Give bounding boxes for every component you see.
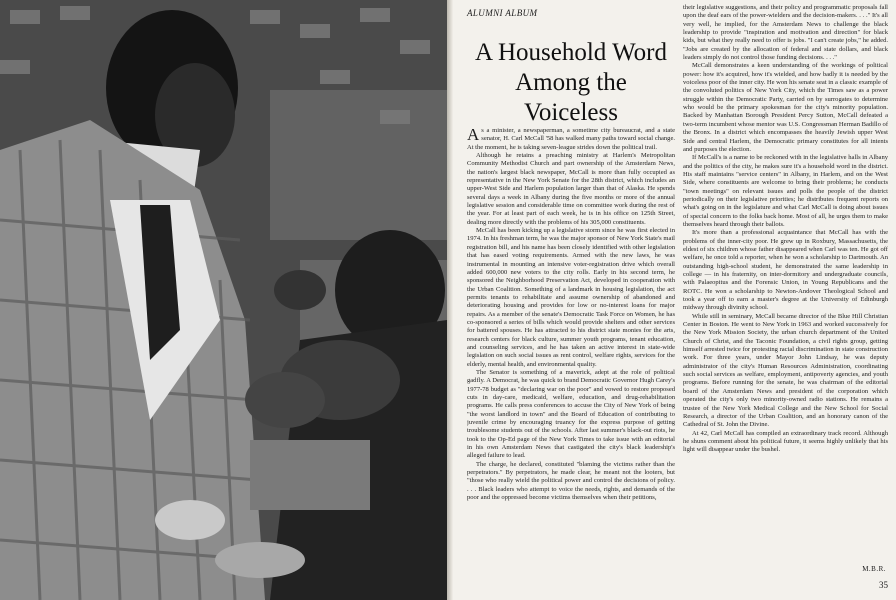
article-column-2 [683, 4, 888, 589]
author-signature: M.B.R. [862, 565, 886, 573]
headline [467, 38, 675, 128]
paragraph: It's more than a professional acquaintance that McCall has with the problems of the inner-city poor. He grew up in Roxbury, Massachusetts, the eldest of six children whose father disappeared when Carl was ten. He got off welfare, he once told a reporter, when he won a scholarship to Dartmouth. An outstanding high-school student, he demonstrated the same leadership in college — in his fraternity, on inter-dormitory and undergraduate councils, with Palaeopitus and the Forensic Union, in Young Republicans and the ROTC. He won a scholarship to Newton-Andover Theological School and took a year off to earn a master's degree at the University of Edinburgh midway through divinity school. [683, 229, 888, 312]
article-column-1 [467, 127, 675, 597]
paragraph: McCall has been kicking up a legislative storm since he was first elected in 1974. In his freshman term, he was the major sponsor of New York State's mail registration bill, and his name has been closely identified with other legislation that has eased voting requirements. Armed with the new laws, he was instrumental in mounting an intensive voter-registration drive which overall added 600,000 new voters to the city rolls. Early in his second term, he sponsored the Neighborhood Preservation Act, developed in cooperation with the Urban Coalition. Something of a landmark in housing legislation, the act permits tenants to rehabilitate and assume ownership of abandoned and deteriorating housing and provides for low or no-interest loans for major repairs. As a member of the senate's Democratic Task Force on Women, he has co-sponsored a series of bills which would provide shelters and other services for battered spouses. He has attracted to his district state monies for the arts, research centers for black culture, summer youth programs, tenant education, and counseling services, and he has taken an active interest in state-wide legislation on such social issues as rent control, welfare rights, services for the elderly, mental health, and environmental quality. [467, 227, 675, 368]
paragraph: If McCall's is a name to be reckoned with in the legislative halls in Albany and the politics of the city, he makes sure it's a household word in the district. His staff maintains "service centers" in Albany, in Harlem, and on the West Side, where constituents are welcome to bring their problems; he conducts "town meetings" on relevant issues and polls the people of the district periodically on their legislative priorities; he distributes frequent reports on what's going on in the legislature and what Carl McCall is doing about issues of special concern to the folks back home. Most of all, he urges them to make themselves heard through their ballots. [683, 154, 888, 228]
headline-line-1: A Household Word [475, 39, 667, 66]
article-page [453, 0, 896, 600]
paragraph: Although he retains a preaching ministry at Harlem's Metropolitan Community Methodist Church and part ownership of the Amsterdam News, the nation's largest black newspaper, McCall is more than fully occupied as representative in the New York Senate for the 28th district, which includes an upper-West Side and Harlem population larger than that of Alaska. He spends several days a week in Albany during the five months or more of the annual legislative session and considerable time on committee work during the rest of the year. For at least part of each week, he is in his office on 125th Street, dealing more directly with the problems of his 305,000 constituents. [467, 152, 675, 226]
paragraph: their legislative suggestions, and their policy and programmatic proposals fall upon the deaf ears of the power-wielders and the decision-makers. . . ." It's all very well, he implied, for the Amsterdam News to challenge the black leadership to provide "inspiration and motivation and direction" for black kids, but what they really need to offer is jobs. "I can't create jobs," he added. "Jobs are created by the allocation of federal and state dollars, and black leaders simply do not control those funding decisions. . . ." [683, 4, 888, 62]
paragraph: The charge, he declared, constituted "blaming the victims rather than the perpetrators." By perpetrators, he made clear, he meant not the looters, but "those who really wield the political power and control the decisions of policy. . . . Black leaders who attempt to voice the needs, rights, and demands of the poor and the oppressed become victims themselves when their petitions, [467, 460, 675, 502]
section-kicker: ALUMNI ALBUM [467, 8, 538, 18]
headline-line-2: Among the Voiceless [515, 69, 627, 126]
paragraph: While still in seminary, McCall became director of the Blue Hill Christian Center in Boston. He went to New York in 1963 and worked successively for the New York Mission Society, the urban church department of the United Church of Christ, and the Taconic Foundation, a civil rights group, getting himself arrested twice for protesting racial discrimination in state construction work. For three years, under Mayor John Lindsay, he was deputy administrator of the city's Human Resources Administration, coordinating such social services as welfare, employment, antipoverty agencies, and youth programs. Before running for the senate, he was chairman of the editorial board of the Amsterdam News and president of the corporation which operated the city's only two minority-owned radio stations. He remains a trustee of the New York Medical College and the New School for Social Research, a director of the Urban Coalition, and an honorary canon of the Cathedral of St. John the Divine. [683, 312, 888, 429]
paragraph: As a minister, a newspaperman, a sometime city bureaucrat, and a state senator, H. Carl McCall '58 has walked many paths toward social change. At the moment, he is taking seven-league strides down the political trail. [467, 127, 675, 151]
photo-icon [0, 0, 447, 600]
paragraph: The Senator is something of a maverick, adept at the role of political gadfly. A Democrat, he was quick to brand Democratic Governor Hugh Carey's 1977-78 budget as "declaring war on the poor" and vowed to restore proposed cuts in day-care, medicaid, welfare, education, and drug-rehabilitation programs. He calls press conferences to accuse the City of New York of being "the worst landlord in town" and the Board of Education of contributing to juvenile crime by encouraging truancy for the express purpose of getting troublesome students out of the schools. After last summer's black-out riots, he took to the Op-Ed page of the New York Times to take issue with an editorial in his own Amsterdam News that castigated the city's black leadership's alleged failure to lead. [467, 368, 675, 460]
article-photo [0, 0, 447, 600]
paragraph: McCall demonstrates a keen understanding of the workings of political power: how it's acquired, how it's wielded, and how badly it is needed by the voiceless poor of the inner city. He won his senate seat in a classic example of the convoluted politics of New York City, which the Times saw as a power struggle within the Democratic Party, carried on by surrogates to determine who would be the primary spokesman for the city's minority population. Backed by Manhattan Borough President Percy Sutton, McCall defeated a two-term incumbent whose mentor was U.S. Congressman Herman Badillo of the Bronx. In a district which encompasses the heavily Jewish upper West Side and central Harlem, the Democratic primary constitutes for all intents and purposes the election. [683, 62, 888, 153]
drop-cap: A [467, 127, 480, 144]
paragraph: At 42, Carl McCall has compiled an extraordinary track record. Although he shuns comment about his political future, it seems highly unlikely that his light will disappear under the bushel. [683, 429, 888, 454]
page-number: 35 [879, 580, 888, 590]
